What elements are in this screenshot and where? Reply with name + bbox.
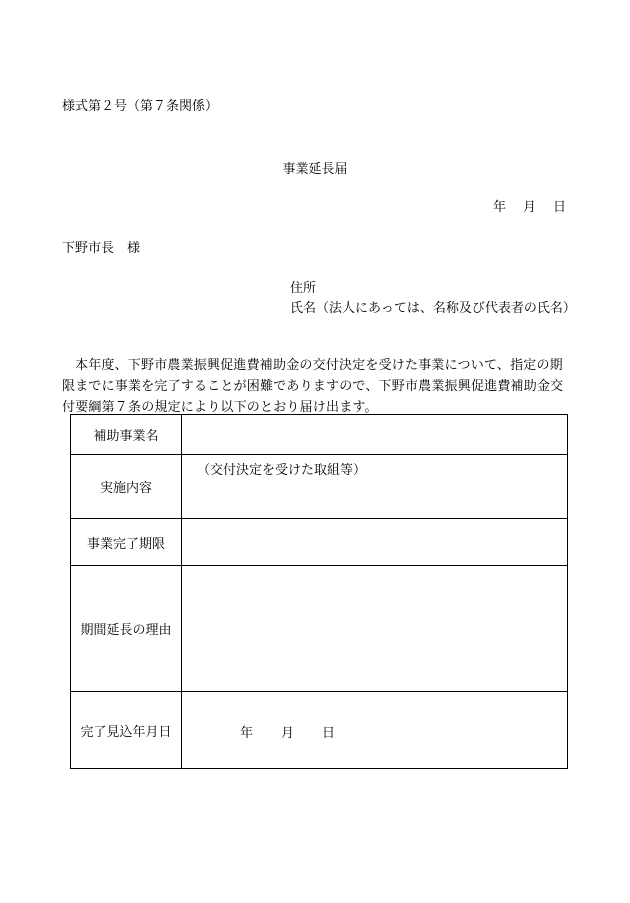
project-name-label: 補助事業名 bbox=[71, 415, 182, 455]
project-name-field[interactable] bbox=[182, 415, 568, 455]
deadline-field[interactable] bbox=[182, 519, 568, 566]
date-month: 月 bbox=[522, 200, 536, 215]
document-title: 事業延長届 bbox=[282, 162, 348, 177]
completion-month: 月 bbox=[281, 726, 295, 741]
form-number: 様式第２号（第７条関係） bbox=[62, 99, 219, 114]
implementation-field[interactable] bbox=[182, 455, 568, 519]
completion-day: 日 bbox=[322, 726, 336, 741]
extension-reason-label: 期間延長の理由 bbox=[71, 566, 182, 692]
date-year: 年 bbox=[492, 200, 506, 215]
expected-completion-field[interactable] bbox=[182, 692, 568, 769]
table-row bbox=[71, 415, 568, 455]
declaration-text: 本年度、下野市農業振興促進費補助金の交付決定を受けた事業について、指定の期限までに事業を完了することが困難でありますので、下野市農業振興促進費補助金交付要綱第７条の規定により以下のとおり届け出ます。 bbox=[62, 358, 564, 415]
deadline-label: 事業完了期限 bbox=[71, 519, 182, 566]
extension-reason-field[interactable] bbox=[182, 566, 568, 692]
table-row bbox=[71, 566, 568, 692]
expected-completion-label: 完了見込年月日 bbox=[71, 692, 182, 769]
table-row bbox=[71, 519, 568, 566]
form-table bbox=[70, 414, 568, 769]
table-row bbox=[71, 692, 568, 769]
applicant-address-label: 住所 bbox=[290, 281, 317, 296]
expected-completion-date bbox=[240, 722, 335, 741]
implementation-label: 実施内容 bbox=[71, 455, 182, 519]
implementation-note: （交付決定を受けた取組等） bbox=[197, 463, 367, 478]
date-day: 日 bbox=[552, 200, 566, 215]
addressee: 下野市長 様 bbox=[62, 241, 141, 256]
submission-date bbox=[493, 196, 566, 215]
table-row bbox=[71, 455, 568, 519]
applicant-name-label: 氏名（法人にあっては、名称及び代表者の氏名） bbox=[290, 301, 576, 316]
completion-year: 年 bbox=[240, 726, 254, 741]
